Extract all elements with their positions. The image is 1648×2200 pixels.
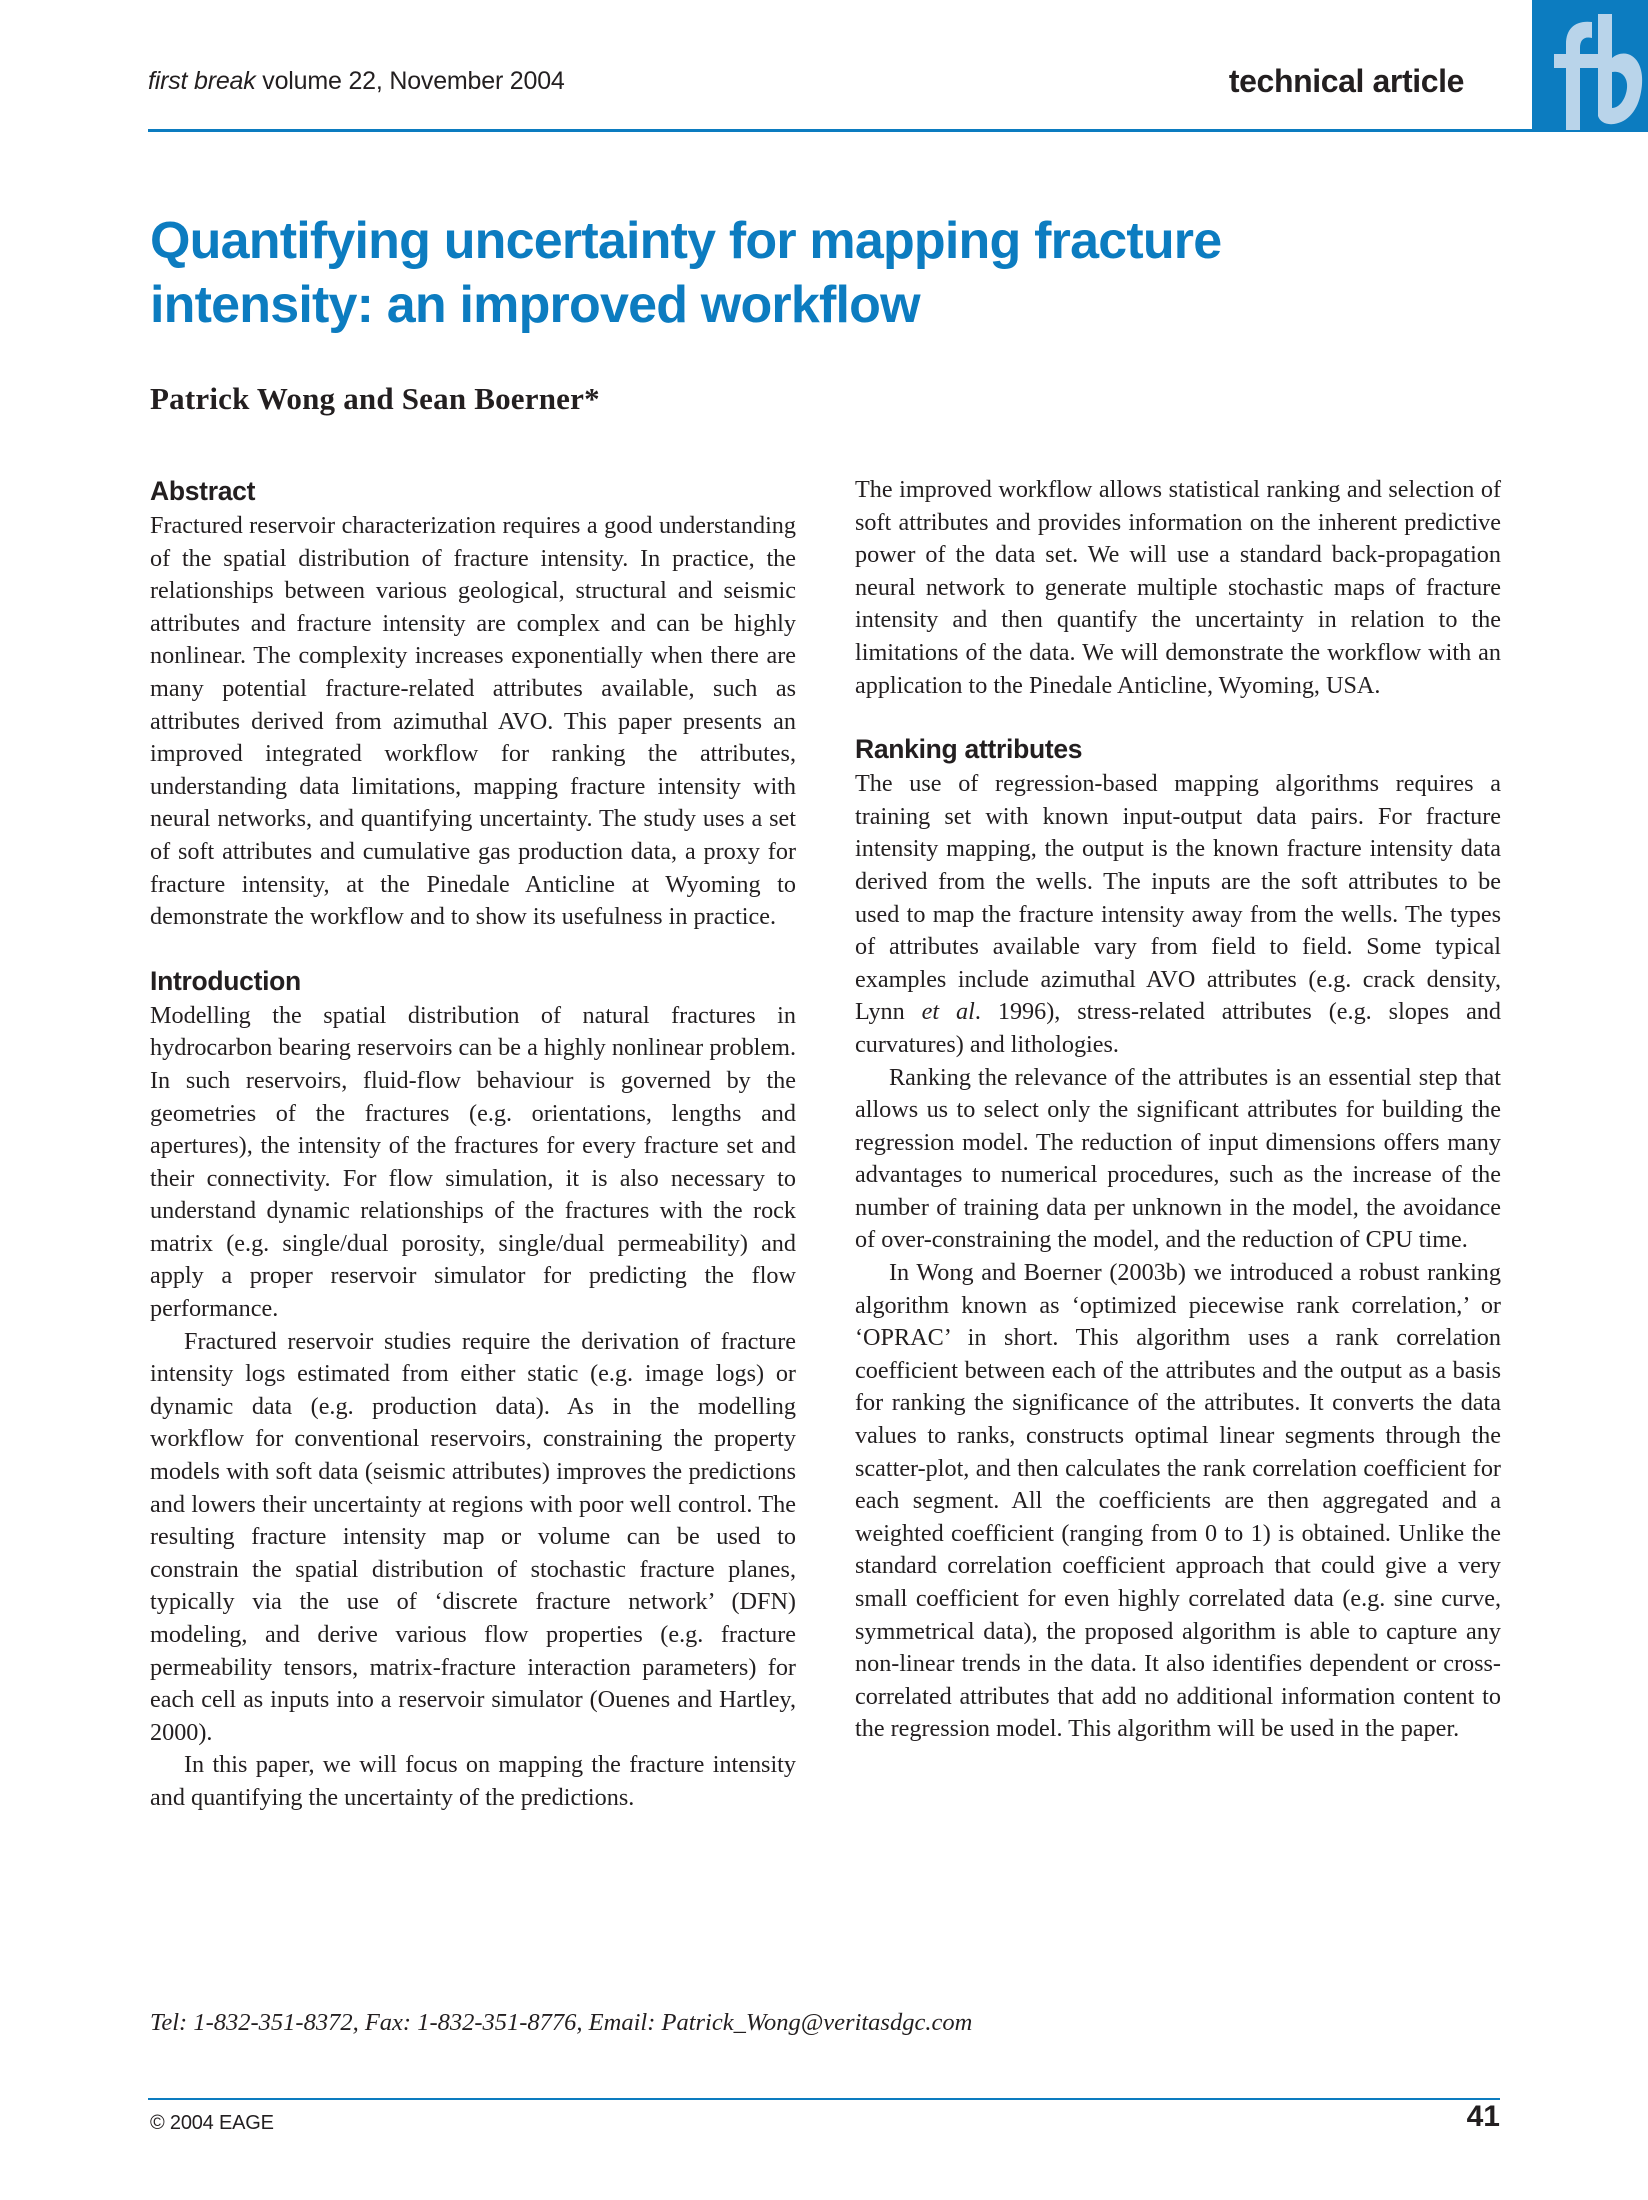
body-columns	[150, 474, 1501, 1894]
introduction-paragraph-3: In this paper, we will focus on mapping the fracture intensity and quantifying the uncertainty of the predictions.	[150, 1751, 796, 1811]
heading-ranking-attributes: Ranking attributes	[855, 734, 1083, 765]
article-kind-label: technical article	[1228, 63, 1464, 99]
ranking-p1-part-a: The use of regression-based mapping algorithms requires a training set with known input-output data pairs. For fracture intensity mapping, the output is the known fracture intensity data derived from the wells. The inputs are the soft attributes to be used to map the fracture intensity away from the wells. The types of attributes available vary from field to field. Some typical examples include azimuthal AVO attributes (e.g. crack density, Lynn	[855, 770, 1501, 1026]
contact-footnote: Tel: 1-832-351-8372, Fax: 1-832-351-8776, Email: Patrick_Wong@veritasdgc.com	[150, 2009, 973, 2036]
abstract-paragraph: Fractured reservoir characterization requires a good understanding of the spatial distribution of fracture intensity. In practice, the relationships between various geological, structural and seismic attributes and fracture intensity are complex and can be highly nonlinear. The complexity increases exponentially when there are many potential fracture-related attributes available, such as attributes derived from azimuthal AVO. This paper presents an improved integrated workflow for ranking the attributes, understanding data limitations, mapping fracture intensity with neural networks, and quantifying uncertainty. The study uses a set of soft attributes and cumulative gas production data, a proxy for fracture intensity, at the Pinedale Anticline at Wyoming to demonstrate the workflow and to show its usefulness in practice.	[150, 512, 796, 931]
page-number: 41	[1466, 2100, 1500, 2133]
ranking-paragraph-1	[855, 768, 1501, 1061]
journal-issue: volume 22, November 2004	[255, 67, 565, 95]
abstract-continued-paragraph: The improved workflow allows statistical ranking and selection of soft attributes and provides information on the inherent predictive power of the data set. We will use a standard back-propagation neural network to generate multiple stochastic maps of fracture intensity and then quantify the uncertainty in relation to the limitations of the data. We will demonstrate the workflow with an application to the Pinedale Anticline, Wyoming, USA.	[855, 476, 1501, 699]
ranking-p1-citation-italic: et al	[921, 998, 975, 1026]
first-break-logo	[1532, 0, 1648, 132]
right-column	[855, 474, 1501, 1894]
introduction-paragraph-2: Fractured reservoir studies require the derivation of fracture intensity logs estimated from either static (e.g. image logs) or dynamic data (e.g. production data). As in the modelling workflow for conventional reservoirs, constraining the property models with soft data (seismic attributes) improves the predictions and lowers their uncertainty at regions with poor well control. The resulting fracture intensity map or volume can be used to constrain the spatial distribution of stochastic fracture planes, typically via the use of ‘discrete fracture network’ (DFN) modeling, and derive various flow properties (e.g. fracture permeability tensors, matrix-fracture interaction parameters) for each cell as inputs into a reservoir simulator (Ouenes and Hartley, 2000).	[150, 1327, 796, 1746]
journal-issue-line	[148, 67, 565, 96]
footer-rule	[148, 2098, 1500, 2100]
heading-abstract: Abstract	[150, 476, 256, 506]
journal-name: first break	[148, 67, 256, 95]
masthead	[148, 0, 1648, 132]
heading-introduction: Introduction	[150, 965, 301, 996]
ranking-paragraph-3: In Wong and Boerner (2003b) we introduced a robust ranking algorithm known as ‘optimized piecewise rank correlation,’ or ‘OPRAC’ in short. This algorithm uses a rank correlation coefficient between each of the attributes and the output as a basis for ranking the significance of the attributes. It converts the data values to ranks, constructs optimal linear segments through the scatter-plot, and then calculates the rank correlation coefficient for each segment. All the coefficients are then aggregated and a weighted coefficient (ranging from 0 to 1) is obtained. Unlike the standard correlation coefficient approach that could give a very small coefficient for even highly correlated data (e.g. sine curve, symmetrical data), the proposed algorithm is able to capture any non-linear trends in the data. It also identifies dependent or cross-correlated attributes that add no additional information content to the regression model. This algorithm will be used in the paper.	[855, 1259, 1501, 1743]
ranking-p1-part-b: . 1996), stress-related attributes (e.g. slopes and curvatures) and lithologies.	[855, 998, 1501, 1058]
introduction-paragraph-1: Modelling the spatial distribution of natural fractures in hydrocarbon bearing reservoirs can be a highly nonlinear problem. In such reservoirs, fluid-flow behaviour is governed by the geometries of the fractures (e.g. orientations, lengths and apertures), the intensity of the fractures for every fracture set and their connectivity. For flow simulation, it is also necessary to understand dynamic relationships of the fractures with the rock matrix (e.g. single/dual porosity, single/dual permeability) and apply a proper reservoir simulator for predicting the flow performance.	[150, 1001, 796, 1323]
author-line: Patrick Wong and Sean Boerner*	[150, 381, 600, 416]
header-rule	[148, 129, 1532, 132]
ranking-paragraph-2: Ranking the relevance of the attributes is an essential step that allows us to select only the significant attributes for building the regression model. The reduction of input dimensions offers many advantages to numerical procedures, such as the increase of the number of training data per unknown in the model, the avoidance of over-constraining the model, and the reduction of CPU time.	[855, 1063, 1501, 1254]
left-column	[150, 474, 796, 1894]
copyright-notice: © 2004 EAGE	[150, 2112, 274, 2134]
page-title: Quantifying uncertainty for mapping fracture intensity: an improved workflow	[150, 211, 1222, 334]
masthead-inner	[148, 0, 1648, 132]
